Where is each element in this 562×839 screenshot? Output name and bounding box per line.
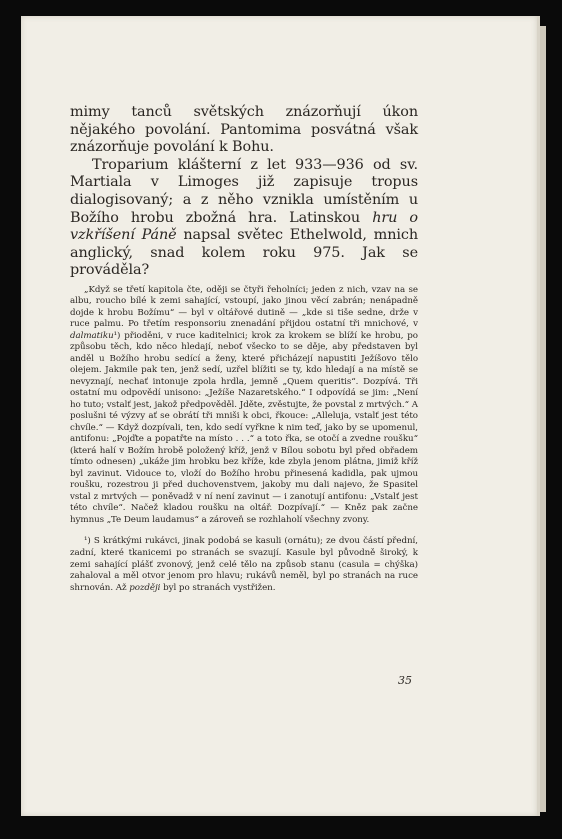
paragraph-2	[70, 157, 418, 280]
paragraph-1-text: mimy tanců světských znázorňují úkon nějakého povolání. Pantomima posvátná však znázorňuje povolání k Bohu.	[70, 104, 418, 156]
footnote-text-end: byl po stranách vystřižen.	[160, 582, 276, 593]
footnote	[70, 536, 418, 594]
paragraph-2-text: Troparium klášterní z let 933—936 od sv. Martiala v Limoges již zapisuje tropus dialogisovaný; a z něho vznikla umístěním u Božího hrobu zbožná hra. Latinskou	[70, 156, 418, 226]
footnote-emphasis: později	[129, 582, 161, 593]
paragraph-2-text-end: napsal světec Ethelwold, mnich anglický, snad kolem roku 975. Jak se prováděla?	[70, 227, 418, 279]
page-content	[70, 104, 418, 594]
paragraph-1	[70, 104, 418, 157]
quote-text: „Když se třetí kapitola čte, oději se čtyři řeholníci; jeden z nich, vzav na se albu, roucho bílé k zemi sahající, vstoupí, jako jinou věcí zabrán; nenápadně dojde k hrobu Božímu“ — byl v oltářové dutině — „kde si tiše sedne, drže v ruce palmu. Po třetím responsoriu znenadání přijdou ostatní tři mnichové, v	[70, 284, 418, 330]
quote-emphasis: dalmatiku	[70, 330, 114, 341]
page-edge	[540, 26, 546, 812]
paragraph-2-emphasis: hru o vzkříšení Páně	[70, 209, 418, 244]
quote-text-end: ¹) přioděni, v ruce kaditelnici; krok za krokem se blíží ke hrobu, po způsobu těch, kdo něco hledají, neboť všecko to se děje, aby představen byl anděl u Božího hrobu sedící a ženy, které přicházejí napustiti Ježíšovo tělo olejem. Jakmile pak ten, jenž sedí, uzřel blížiti se ty, kdo hledají a na místě se nevyznají, nechať intonuje zpola hrdla, jemně „Quem queritis“. Dozpívá. Tři ostatní mu odpovědí unisono: „Ježíše Nazaretského.“ I odpovídá se jim: „Není ho tuto; vstalť jest, jakož předpověděl. Jděte, zvěstujte, že povstal z mrtvých.“ A poslušni té výzvy ať se obrátí tři mniši k obci, řkouce: „Alleluja, vstalť jest této chvíle.“ — Když dozpívali, ten, kdo sedí vyřkne k nim teď, jako by se upomenul, antifonu: „Pojďte a popatřte na místo . . .“ a toto řka, se otočí a zvedne roušku“ (která halí v Božím hrobě položený kříž, jenž v Bílou sobotu byl před obřadem tímto odnesen) „ukáže jim hrobku bez kříže, kde zbyla jenom plátna, jimiž kříž byl zavinut. Vidouce to, vloží do Božího hrobu přinesená kadidla, pak ujmou roušku, rozestrou ji před duchovenstvem, jakoby mu dali najevo, že Spasitel vstal z mrtvých — poněvadž v ní není zavinut — i zanotují antifonu: „Vstalť jest této chvíle“. Načež kladou roušku na oltář. Dozpívají.“ — Kněz pak začne hymnus „Te Deum laudamus“ a zároveň se rozhlaholí všechny zvony.	[70, 330, 418, 525]
footnote-text: ¹) S krátkými rukávci, jinak podobá se kasuli (ornátu); ze dvou částí přední, zadní, které tkanicemi po stranách se svazují. Kasule byl původně široký, k zemi sahající plášť zvonový, jenž celé tělo na způsob stanu (casula = chýška) zahaloval a měl otvor jenom pro hlavu; rukávů neměl, byl po stranách na ruce shrnován. Až	[70, 536, 418, 593]
quoted-passage	[70, 285, 418, 527]
page-number: 35	[398, 674, 412, 687]
